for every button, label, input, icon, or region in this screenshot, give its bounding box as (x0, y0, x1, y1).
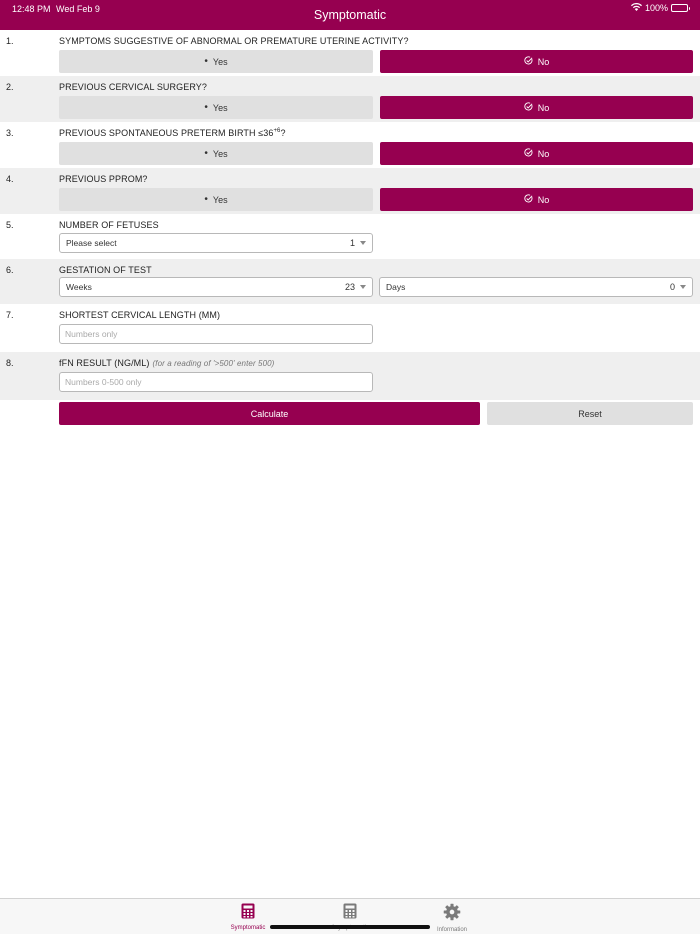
check-circle-icon (524, 102, 533, 113)
question-number: 5. (6, 220, 14, 230)
no-label: No (537, 56, 550, 67)
yes-label: Yes (212, 102, 228, 113)
tab-label: Symptomatic (230, 925, 266, 931)
bullet-icon: • (204, 193, 208, 205)
bullet-icon: • (204, 55, 208, 67)
navigation-bar (0, 0, 700, 30)
question-row-6 (0, 259, 700, 304)
cervical-length-input[interactable] (59, 324, 373, 344)
question-number: 8. (6, 358, 14, 368)
yes-button[interactable] (59, 50, 373, 73)
question-hint: (for a reading of '>500' enter 500) (152, 359, 275, 368)
check-circle-icon (524, 148, 533, 159)
calculator-icon (241, 906, 255, 923)
question-number: 2. (6, 82, 14, 92)
yes-button[interactable] (59, 96, 373, 119)
yes-label: Yes (212, 148, 228, 159)
question-label: SYMPTOMS SUGGESTIVE OF ABNORMAL OR PREMATURE UTERINE ACTIVITY? (59, 36, 409, 46)
status-date: Wed Feb 9 (56, 4, 100, 14)
question-row-7 (0, 304, 700, 352)
bullet-icon: • (204, 101, 208, 113)
question-row-3 (0, 122, 700, 168)
caret-down-icon (360, 285, 366, 289)
no-label: No (537, 194, 550, 205)
weeks-select[interactable] (59, 277, 373, 297)
home-indicator (270, 925, 430, 929)
question-label: SHORTEST CERVICAL LENGTH (MM) (59, 310, 221, 320)
question-row-4 (0, 168, 700, 214)
check-circle-icon (524, 56, 533, 67)
question-number: 6. (6, 265, 14, 275)
caret-down-icon (680, 285, 686, 289)
question-number: 7. (6, 310, 14, 320)
yes-label: Yes (212, 194, 228, 205)
question-row-8 (0, 352, 700, 400)
question-label: fFN RESULT (NG/ML) (for a reading of '>500' enter 500) (59, 358, 275, 368)
no-button[interactable] (380, 50, 693, 73)
question-number: 4. (6, 174, 14, 184)
no-button[interactable] (380, 188, 693, 211)
select-value: 23 (344, 282, 355, 292)
no-button[interactable] (380, 142, 693, 165)
select-value: 1 (349, 238, 355, 248)
select-label: Weeks (66, 282, 92, 292)
question-row-1 (0, 30, 700, 76)
question-label: NUMBER OF FETUSES (59, 220, 159, 230)
question-number: 1. (6, 36, 14, 46)
calculate-button[interactable]: Calculate (59, 402, 480, 425)
yes-label: Yes (212, 56, 228, 67)
no-button[interactable] (380, 96, 693, 119)
select-value: 0 (669, 282, 675, 292)
check-circle-icon (524, 194, 533, 205)
ffn-result-input[interactable] (59, 372, 373, 392)
no-label: No (537, 102, 550, 113)
status-time: 12:48 PM (12, 4, 51, 14)
yes-button[interactable] (59, 142, 373, 165)
question-label: PREVIOUS SPONTANEOUS PRETERM BIRTH $\le 36^{+6}$? (59, 128, 286, 138)
reset-button[interactable]: Reset (487, 402, 693, 425)
no-label: No (537, 148, 550, 159)
question-row-2 (0, 76, 700, 122)
yes-button[interactable] (59, 188, 373, 211)
bullet-icon: • (204, 147, 208, 159)
question-label: PREVIOUS PPROM? (59, 174, 148, 184)
select-placeholder: Please select (66, 238, 117, 248)
battery-percent: 100% (644, 3, 668, 13)
question-number: 3. (6, 128, 14, 138)
tab-label: Information (436, 927, 467, 933)
gear-icon (443, 908, 461, 925)
page-title: Symptomatic (313, 8, 387, 22)
question-row-5 (0, 214, 700, 259)
calculator-icon (343, 906, 357, 923)
days-select[interactable] (379, 277, 693, 297)
question-label: PREVIOUS CERVICAL SURGERY? (59, 82, 207, 92)
caret-down-icon (360, 241, 366, 245)
fetuses-select[interactable] (59, 233, 373, 253)
select-label: Days (386, 282, 406, 292)
question-label: GESTATION OF TEST (59, 265, 152, 275)
